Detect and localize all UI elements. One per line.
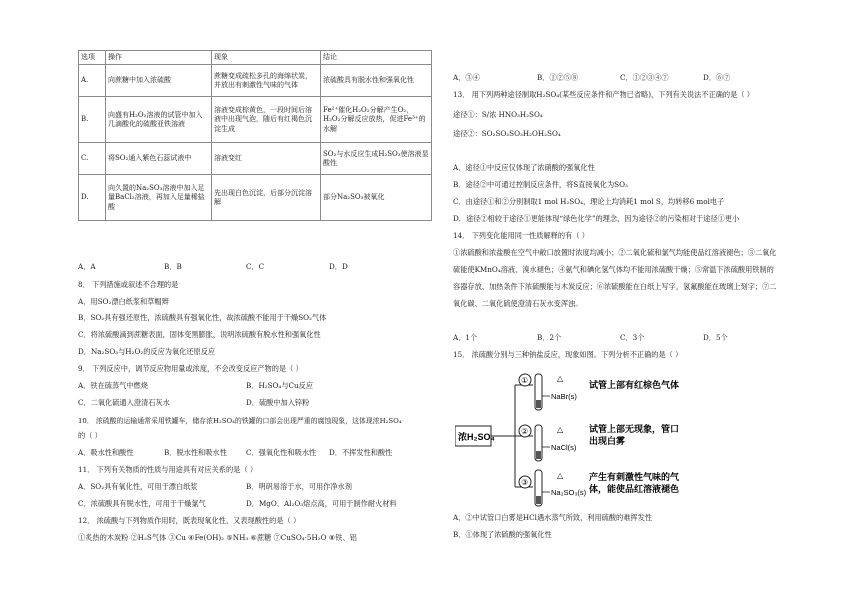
option-c: C．①②③④⑦ bbox=[620, 73, 669, 82]
question-stem-cont: 的（ ） bbox=[78, 431, 102, 440]
tube-number: ② bbox=[521, 427, 529, 436]
question-body-line: 氧化碳、二氧化硫使澄清石灰水变浑浊。 bbox=[453, 299, 583, 308]
solid-sample-icon bbox=[536, 496, 541, 504]
option-a: A．A bbox=[78, 262, 96, 271]
table-row bbox=[79, 97, 432, 143]
option-c: C．二氧化硫通入澄清石灰水 bbox=[78, 398, 170, 407]
test-tube-1 bbox=[519, 374, 679, 410]
option-c: C．强氧化性和吸水性 bbox=[246, 448, 317, 457]
option-b: B．2个 bbox=[537, 333, 562, 342]
heat-symbol: △ bbox=[557, 374, 564, 383]
question-body-line: 硫能使KMnO₄溶液、溴水褪色；④氨气和碘化氢气体均不能用浓硫酸干燥；⑤常温下浓硫酸用铁制的 bbox=[453, 265, 774, 274]
question-stem: 14． 下列变化能用同一性质解释的有（ ） bbox=[453, 231, 589, 240]
option-c: C．3个 bbox=[620, 333, 645, 342]
option-c: C．将浓硫酸滴到蔗糖表面，固体变黑膨胀，说明浓硫酸有脱水性和强氧化性 bbox=[78, 330, 321, 339]
table-header-cell: 结论 bbox=[321, 51, 432, 65]
option-c: C．浓硫酸具有脱水性，可用于干燥氯气 bbox=[78, 499, 206, 508]
question-stem: 8． 下列措施或叙述不合理的是 bbox=[78, 280, 179, 289]
option-b: B．H₂SO₄与Cu反应 bbox=[246, 381, 314, 390]
option-c: C．由途径①和②分别制取1 mol H₂SO₄，理论上均消耗1 mol S，均转移6 mol电子 bbox=[453, 197, 725, 206]
option-b: B．①②⑤⑧ bbox=[537, 73, 579, 82]
salt-label: NaBr(s) bbox=[551, 392, 577, 401]
question-body-line: 容器存放、加热条件下浓硫酸能与木炭反应；⑥浓硫酸能在白纸上写字，氢氟酸能在玻璃上刻字；⑦二 bbox=[453, 282, 777, 291]
observation-text: 产生有刺激性气味的气 bbox=[589, 472, 680, 482]
table-header-cell: 操作 bbox=[106, 51, 212, 65]
option-d: D．MgO、Al₂O₃熔点高，可用于制作耐火材料 bbox=[246, 499, 397, 508]
solid-sample-icon bbox=[536, 400, 541, 408]
option-b: B．①体现了浓硫酸的强氧化性 bbox=[453, 530, 552, 539]
question-list: ①炙热的木炭粉 ②H₂S气体 ③Cu ④Fe(OH)₂ ⑤NH₃ ⑥蔗糖 ⑦CuSO₄·5H₂O ⑧铁、铝 bbox=[78, 533, 357, 542]
option-b: B．脱水性和吸水性 bbox=[164, 448, 227, 457]
table-cell: D. bbox=[79, 175, 106, 221]
route-2: 途径②：SO₂SO₂SO₃H₂OH₂SO₄ bbox=[453, 129, 561, 138]
option-a: A．SO₂具有氧化性，可用于漂白纸浆 bbox=[78, 482, 198, 491]
table-cell: 蔗糖变成疏松多孔的海绵状炭，并放出有刺激性气味的气体 bbox=[212, 65, 321, 97]
reaction-diagram bbox=[455, 370, 685, 510]
table-header-row bbox=[79, 51, 432, 65]
option-d: D．Na₂SO₃与H₂O₂的反应为氧化还原反应 bbox=[78, 347, 216, 356]
option-a: A．③④ bbox=[453, 73, 480, 82]
observation-text: 试管上部有红棕色气体 bbox=[589, 380, 680, 390]
table-cell: 向盛有H₂O₂溶液的试管中加入几滴酸化的硫酸亚铁溶液 bbox=[106, 97, 212, 143]
observation-text: 试管上部无现象，管口 bbox=[589, 424, 680, 434]
table-row bbox=[79, 143, 432, 175]
table-cell: 先出现白色沉淀，后部分沉淀溶解 bbox=[212, 175, 321, 221]
table-cell: 将SO₂通入紫色石蕊试液中 bbox=[106, 143, 212, 175]
option-a: A．②中试管口白雾是HCl遇水蒸气所致，利用硫酸的难挥发性 bbox=[453, 513, 652, 522]
observation-text: 体，能使品红溶液褪色 bbox=[589, 484, 680, 494]
question-stem: 13． 用下列两种途径制取H₂SO₄(某些反应条件和产物已省略)，下列有关说法不正确的是（ ） bbox=[453, 90, 754, 99]
test-tube-2 bbox=[519, 423, 679, 461]
tube-number: ③ bbox=[521, 478, 529, 487]
question-stem: 15． 浓硫酸分别与三种钠盐反应，现象如图。下列分析不正确的是（ ） bbox=[453, 350, 683, 359]
table-cell: Fe²⁺催化H₂O₂分解产生O₂，H₂O₂分解反应放热，促进Fe³⁺的水解 bbox=[321, 97, 432, 143]
table-cell: 溶液变红 bbox=[212, 143, 321, 175]
table-cell: C. bbox=[79, 143, 106, 175]
q7-table bbox=[78, 50, 432, 221]
option-b: B．明矾易溶于水，可用作净水剂 bbox=[246, 482, 352, 491]
table-cell: B. bbox=[79, 97, 106, 143]
heat-symbol: △ bbox=[557, 471, 564, 480]
option-a: A．途径①中反应仅体现了浓硝酸的强氧化性 bbox=[453, 163, 595, 172]
salt-label: NaCl(s) bbox=[551, 443, 577, 452]
tube-number: ① bbox=[521, 376, 529, 385]
test-tube-3 bbox=[519, 470, 680, 506]
option-d: D．硫酸中加入锌粉 bbox=[246, 398, 310, 407]
reagent-label: 浓H₂SO₄ bbox=[458, 432, 495, 442]
table-cell: A. bbox=[79, 65, 106, 97]
question-body-line: ①浓硫酸和浓盐酸在空气中敞口放置时浓度均减小；②二氧化硫和氯气均能使品红溶液褪色；③二氧化 bbox=[453, 248, 777, 257]
option-b: B．途径②中可通过控制反应条件，将S直接氧化为SO₃ bbox=[453, 180, 628, 189]
table-row bbox=[79, 175, 432, 221]
option-c: C．C bbox=[246, 262, 265, 271]
option-d: D．5个 bbox=[703, 333, 728, 342]
question-stem: 9． 下列反应中，调节反应物用量或浓度，不会改变反应产物的是（ ） bbox=[78, 364, 303, 373]
table-header-cell: 现象 bbox=[212, 51, 321, 65]
observation-text: 出现白雾 bbox=[589, 436, 626, 446]
option-a: A．1个 bbox=[453, 333, 478, 342]
option-d: D．⑥⑦ bbox=[703, 73, 731, 82]
table-cell: SO₂与水反应生成H₂SO₃使溶液显酸性 bbox=[321, 143, 432, 175]
table-cell: 溶液变成棕黄色，一段时间后溶液中出现气泡，随后有红褐色沉淀生成 bbox=[212, 97, 321, 143]
option-d: D．D bbox=[329, 262, 348, 271]
table-cell: 部分Na₂SO₃被氧化 bbox=[321, 175, 432, 221]
table-cell: 向久置的Na₂SO₃溶液中加入足量BaCl₂溶液，再加入足量稀盐酸 bbox=[106, 175, 212, 221]
option-a: A．铁在硫蒸气中燃烧 bbox=[78, 381, 148, 390]
heat-symbol: △ bbox=[557, 425, 564, 434]
option-d: D．途径②相较于途径①更能体现“绿色化学”的理念，因为途径②的污染相对于途径①更小 bbox=[453, 214, 740, 223]
option-b: B．B bbox=[164, 262, 182, 271]
table-row bbox=[79, 65, 432, 97]
question-stem: 11． 下列有关物质的性质与用途具有对应关系的是（ ） bbox=[78, 465, 258, 474]
solid-sample-icon bbox=[536, 451, 541, 459]
option-b: B．SO₂具有强还原性，浓硫酸具有强氧化性，故浓硫酸不能用于干燥SO₂气体 bbox=[78, 313, 327, 322]
route-1: 途径①：S/浓 HNO₃H₂SO₄ bbox=[453, 110, 543, 119]
question-stem: 12． 浓硫酸与下列物质作用时，既表现氧化性，又表现酸性的是（ ） bbox=[78, 516, 301, 525]
salt-label: Na₂SO₃(s) bbox=[551, 488, 587, 497]
option-d: D．不挥发性和酸性 bbox=[329, 448, 393, 457]
option-a: A．用SO₂漂白纸浆和草帽辫 bbox=[78, 297, 169, 306]
table-header-cell: 选项 bbox=[79, 51, 106, 65]
question-stem: 10． 浓硫酸的运输通常采用铁罐车，储存浓H₂SO₄的铁罐的口部会出现严重的腐蚀现象，这体现浓H₂SO₄ bbox=[78, 417, 402, 425]
option-a: A．吸水性和酸性 bbox=[78, 448, 134, 457]
table-cell: 向蔗糖中加入浓硫酸 bbox=[106, 65, 212, 97]
table-cell: 浓硫酸具有脱水性和强氧化性 bbox=[321, 65, 432, 97]
